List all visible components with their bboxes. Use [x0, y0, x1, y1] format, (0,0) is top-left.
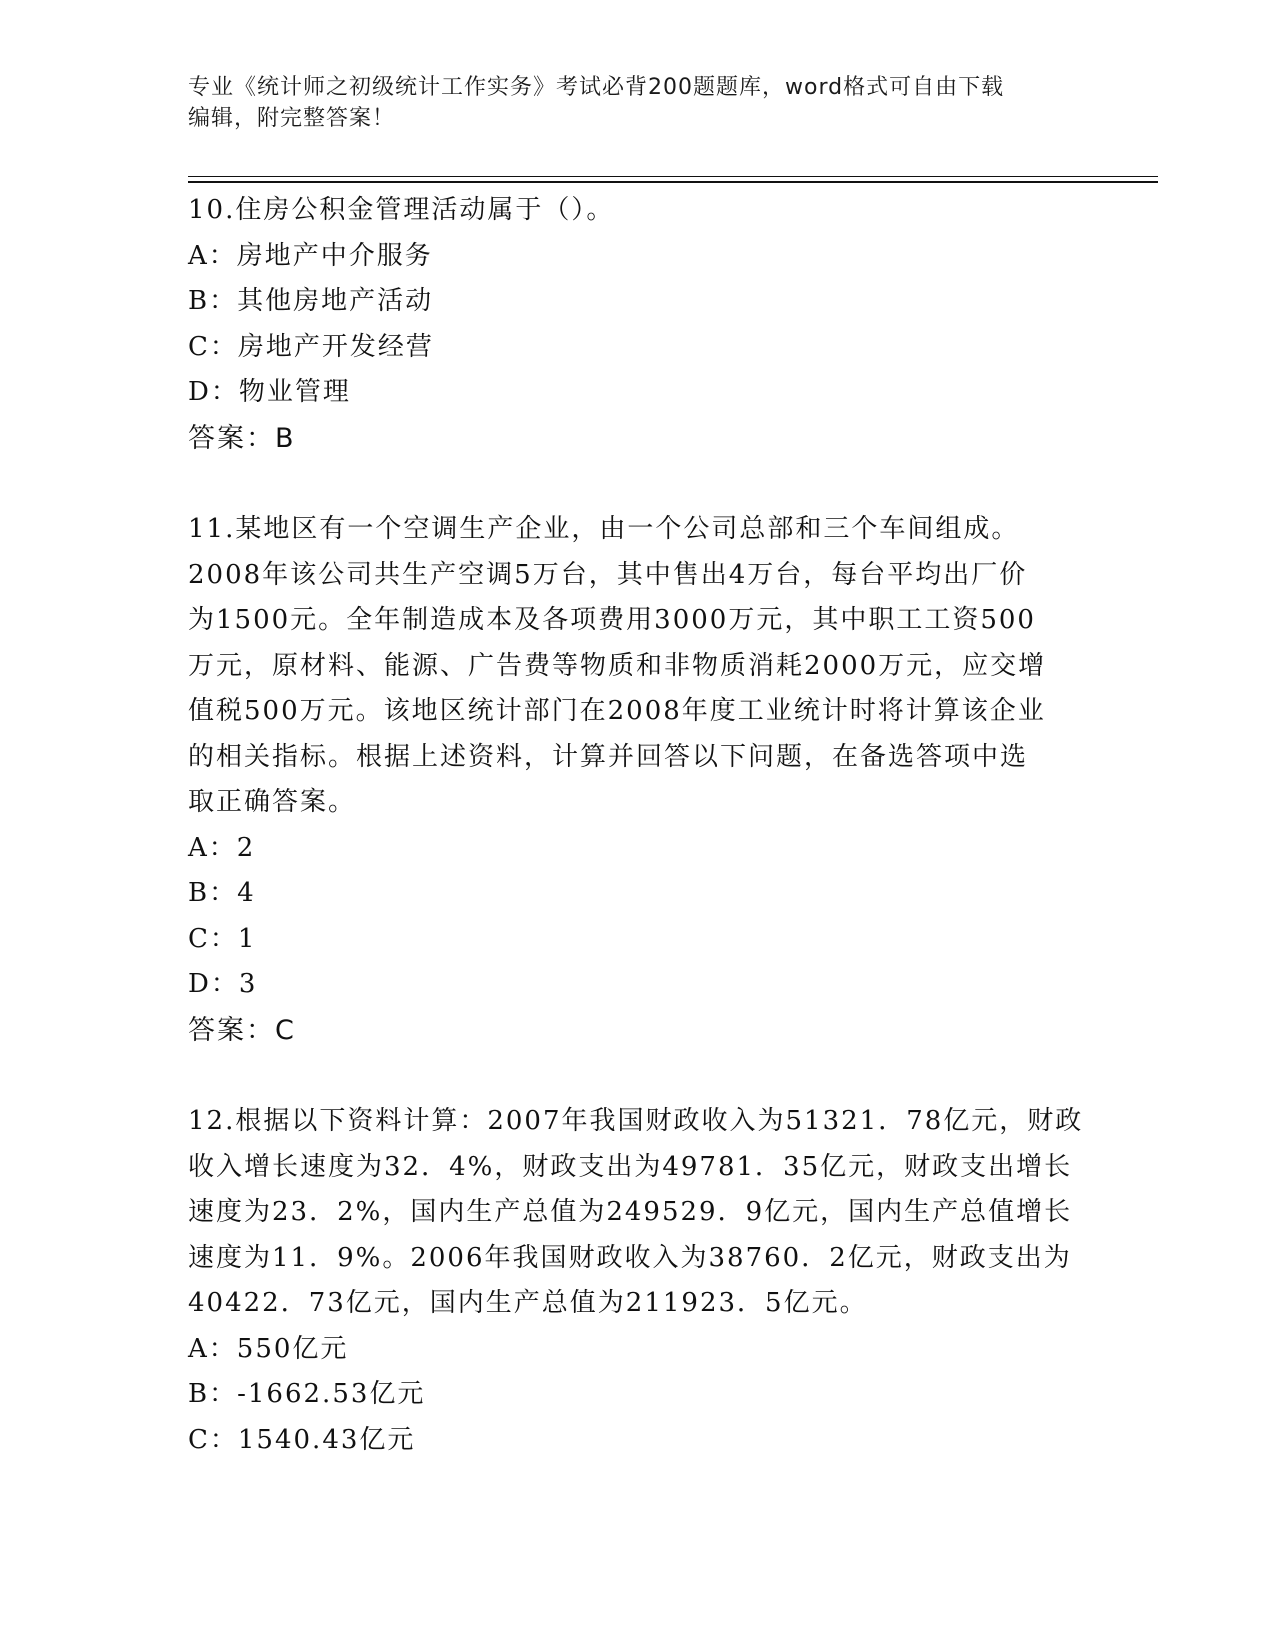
question-stem: 40422．73亿元，国内生产总值为211923．5亿元。: [188, 1288, 868, 1318]
question-list: [188, 188, 1088, 1463]
question-stem: 万元，原材料、能源、广告费等物质和非物质消耗2000万元，应交增: [188, 650, 1047, 681]
option-c: C：房地产开发经营: [188, 331, 434, 362]
question-stem: 的相关指标。根据上述资料，计算并回答以下问题，在备选答项中选: [188, 741, 1029, 772]
question-stem: 12.根据以下资料计算：2007年我国财政收入为51321．78亿元，财政: [188, 1106, 1084, 1136]
option-d: D：3: [188, 969, 258, 999]
question-12: [188, 1099, 1088, 1463]
option-c: C：1540.43亿元: [188, 1424, 416, 1455]
option-d: D：物业管理: [188, 377, 351, 407]
option-a: A：2: [188, 832, 256, 863]
question-stem: 值税500万元。该地区统计部门在2008年度工业统计时将计算该企业: [188, 696, 1046, 726]
question-11: [188, 507, 1088, 1053]
option-a: A：房地产中介服务: [188, 240, 433, 271]
question-stem: 收入增长速度为32．4%，财政支出为49781．35亿元，财政支出增长: [188, 1151, 1073, 1182]
answer-line: 答案：C: [188, 1014, 296, 1046]
question-stem: 10.住房公积金管理活动属于（）。: [188, 195, 615, 225]
question-spacer: [188, 1053, 1088, 1099]
header-divider-thin: [188, 176, 1158, 177]
question-10: [188, 188, 1088, 461]
question-stem: 2008年该公司共生产空调5万台，其中售出4万台，每台平均出厂价: [188, 559, 1028, 590]
header-line-1: 专业《统计师之初级统计工作实务》考试必背200题题库，word格式可自由下载: [188, 75, 1005, 100]
question-stem: 为1500元。全年制造成本及各项费用3000万元，其中职工工资500: [188, 605, 1036, 635]
answer-line: 答案：B: [188, 422, 296, 454]
question-spacer: [188, 461, 1088, 507]
question-stem: 速度为23．2%，国内生产总值为249529．9亿元，国内生产总值增长: [188, 1197, 1073, 1227]
question-stem: 速度为11．9%。2006年我国财政收入为38760．2亿元，财政支出为: [188, 1242, 1072, 1273]
option-b: B：其他房地产活动: [188, 286, 434, 316]
document-header: [188, 72, 1088, 134]
question-stem: 取正确答案。: [188, 787, 357, 817]
header-line-2: 编辑，附完整答案！: [188, 106, 396, 131]
option-c: C：1: [188, 923, 257, 954]
option-b: B：4: [188, 878, 256, 908]
question-stem: 11.某地区有一个空调生产企业，由一个公司总部和三个车间组成。: [188, 514, 1020, 544]
option-a: A：550亿元: [188, 1333, 349, 1364]
header-divider-thick: [188, 181, 1158, 183]
option-b: B：-1662.53亿元: [188, 1379, 426, 1409]
